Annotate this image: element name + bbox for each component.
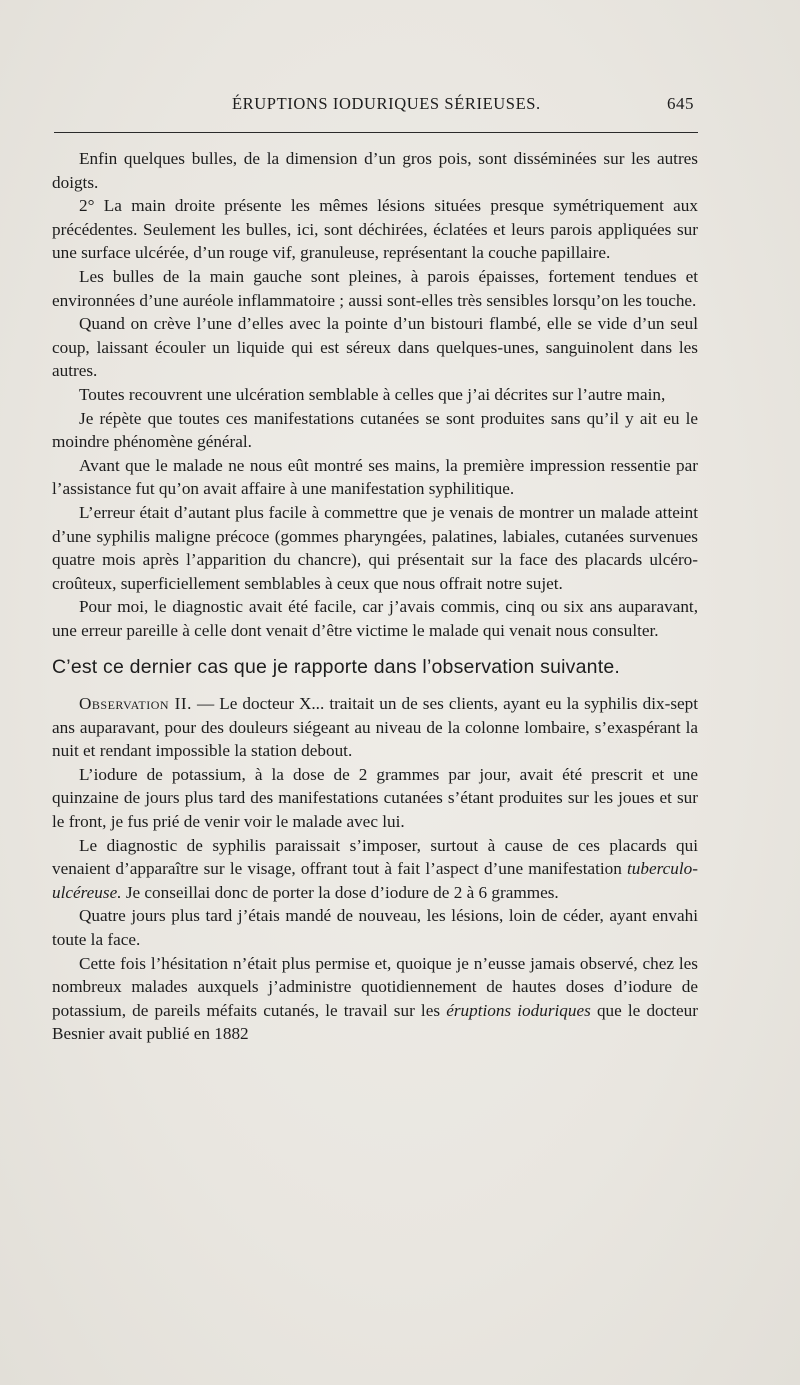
body-text [52,147,698,1046]
lead-sentence: C’est ce dernier cas que je rapporte dans l’observation suivante. [52,656,620,679]
header-rule [54,132,698,133]
paragraph [52,952,698,1046]
page-header [52,94,698,118]
running-title: ÉRUPTIONS IODURIQUES SÉRIEUSES. [232,94,541,113]
paragraph: Avant que le malade ne nous eût montré ses mains, la première impression ressentie par l’assistance fut qu’on avait affaire à une manifestation syphilitique. [52,455,698,499]
italic-term: tuberculo-ulcéreuse. [52,859,698,902]
paragraph: L’iodure de potassium, à la dose de 2 grammes par jour, avait été prescrit et une quinzaine de jours plus tard des manifestations cutanées s’étant produites sur les joues et sur le front, je fus prié de venir voir le malade avec lui. [52,764,698,832]
paragraph [52,834,698,905]
paragraph: Quatre jours plus tard j’étais mandé de nouveau, les lésions, loin de céder, ayant envahi toute la face. [52,906,698,949]
observation-paragraph [52,692,698,763]
paragraph: Je répète que toutes ces manifestations cutanées se sont produites sans qu’il y ait eu le moindre phénomène général. [52,408,698,452]
paragraph: 2° La main droite présente les mêmes lésions situées presque symétriquement aux précédentes. Seulement les bulles, ici, sont déchirées, éclatées et leurs parois appliquées sur une surface ulcérée, d’un rouge vif, granuleuse, représentant la couche papillaire. [52,196,698,263]
paragraph: Les bulles de la main gauche sont pleines, à parois épaisses, fortement tendues et environnées d’une auréole inflammatoire ; aussi sont-elles très sensibles lorsqu’on les touche. [52,266,698,310]
italic-term: éruptions ioduriques [446,1000,591,1020]
page-number: 645 [667,94,694,113]
paragraph: Enfin quelques bulles, de la dimension d’un gros pois, sont disséminées sur les autres doigts. [52,149,698,192]
paragraph-text: Cette fois l’hésitation n’était plus permise et, quoique je n’eusse jamais observé, chez les nombreux malades auxquels j’administre quotidiennement de hautes doses d’iodure de potassium, de pareils méfaits cutanés, le travail sur les [52,953,698,1020]
paragraph: Pour moi, le diagnostic avait été facile, car j’avais commis, cinq ou six ans auparavant, une erreur pareille à celle dont venait d’être victime le malade qui venait nous consulter. [52,597,698,640]
observation-text: — Le docteur X... traitait un de ses clients, ayant eu la syphilis dix-sept ans auparavant, pour des douleurs siégeant au niveau de la colonne lombaire, s’exaspérant la nuit et rendant impossible la station debout. [52,694,699,761]
paragraph: Toutes recouvrent une ulcération semblable à celles que j’ai décrites sur l’autre main, [79,384,666,404]
paragraph-text: que le docteur Besnier avait publié en 1882 [52,1000,698,1044]
paragraph: L’erreur était d’autant plus facile à commettre que je venais de montrer un malade atteint d’une syphilis maligne précoce (gommes pharyngées, palatines, labiales, cutanées survenues quatre mois après l’apparition du chancre), qui présentait sur la face des placards ulcéro-croûteux, superficiellement semblables à ceux que nous offrait notre sujet. [52,502,698,593]
paragraph-text: Je conseillai donc de porter la dose d’iodure de 2 à 6 grammes. [121,882,559,902]
paragraph: Quand on crève l’une d’elles avec la pointe d’un bistouri flambé, elle se vide d’un seul coup, laissant écouler un liquide qui est séreux dans quelques-unes, sanguinolent dans les autres. [52,314,698,381]
paragraph-text: Le diagnostic de syphilis paraissait s’imposer, surtout à cause de ces placards qui venaient d’apparaître sur le visage, offrant tout à fait l’aspect d’une manifestation [52,835,698,879]
observation-heading: Observation II. [79,694,192,714]
